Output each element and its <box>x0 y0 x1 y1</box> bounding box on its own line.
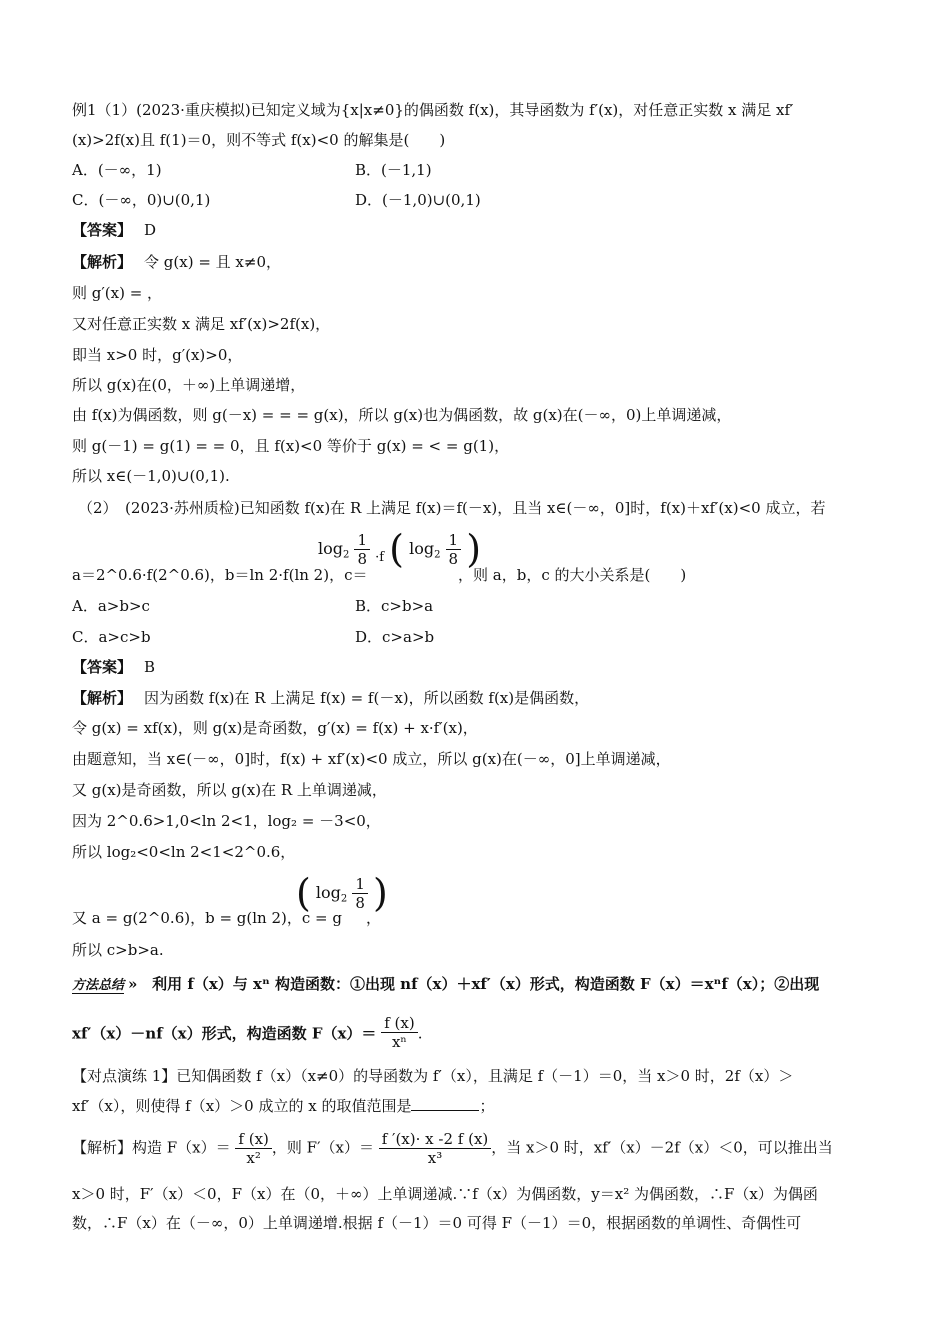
practice-line2: xf′（x），则使得 f（x）＞0 成立的 x 的取值范围是 ； <box>72 1097 495 1115</box>
analysis-line: 因为 2^0.6>1,0<ln 2<1，log₂ = －3<0， <box>72 812 381 830</box>
method-fraction: $\frac{f (x)}{\text{xⁿ}}$ <box>381 1014 417 1051</box>
analysis-line: 令 g(x) = xf(x)，则 g(x)是奇函数，g′(x) = f(x) + x·f′(x)， <box>72 719 478 737</box>
ex1-part2-line2-b: ，则 a，b，c 的大小关系是( ) <box>458 566 687 584</box>
method-summary-text: 利用 f（x）与 xⁿ 构造函数：①出现 nf（x）＋xf′（x）形式，构造函数 F（x）＝xⁿf（x）；②出现 <box>152 975 820 993</box>
solution-fraction-1: $\frac{f (x)}{\text{x²}}$ <box>235 1130 271 1167</box>
c-expression: $\log_2$ $\frac{1}{8}$ ·f ( $\log_2$ $\frac{1}{8}$ ) <box>318 527 482 571</box>
option-b-1: B．(－1,1) <box>355 161 432 179</box>
g-log-expression: ( $\log_2$ $\frac{1}{8}$ ) <box>296 871 388 915</box>
option-a-2: A．a>b>c <box>72 597 150 615</box>
analysis-line: 则 g′(x) = ， <box>72 284 163 302</box>
practice-solution-line: 【解析】构造 F（x）＝ $\frac{f (x)}{\text{x²}}$ ，则 F′（x）＝ $\frac{f '(x)\cdot x -2 f (x)}{\text{x³}}$ ，当 x＞0 时，xf′（x）－2f（x）＜0，可以推出当 <box>72 1130 833 1167</box>
method-summary-line1: 方法总结 » 利用 f（x）与 xⁿ 构造函数：①出现 nf（x）＋xf′（x）形式，构造函数 F（x）＝xⁿf（x）；②出现 <box>72 975 820 993</box>
analysis-line: 由题意知，当 x∈(－∞，0]时，f(x) + xf′(x)<0 成立，所以 g(x)在(－∞，0]上单调递减， <box>72 750 671 768</box>
answer-row-1 <box>72 220 880 240</box>
analysis-line: 令 g(x) = 且 x≠0， <box>144 253 281 271</box>
analysis-row-1 <box>72 252 880 272</box>
ex1-part2-line1: （2） (2023·苏州质检)已知函数 f(x)在 R 上满足 f(x)＝f(－x)，且当 x∈(－∞，0]时，f(x)＋xf′(x)<0 成立，若 <box>78 499 826 517</box>
analysis-line: 因为函数 f(x)在 R 上满足 f(x) = f(－x)，所以函数 f(x)是偶函数， <box>144 689 590 707</box>
ex1-part2-line2-a: a＝2^0.6·f(2^0.6)，b＝ln 2·f(ln 2)，c＝ <box>72 566 368 584</box>
analysis-line: 又 g(x)是奇函数，所以 g(x)在 R 上单调递减， <box>72 781 387 799</box>
practice-line1: 【对点演练 1】已知偶函数 f（x）（x≠0）的导函数为 f′（x），且满足 f（－1）＝0，当 x＞0 时，2f（x）＞ <box>72 1067 794 1085</box>
option-b-2: B．c>b>a <box>355 597 434 615</box>
analysis-g-line: 又 a = g(2^0.6)，b = g(ln 2)，c = g <box>72 909 342 927</box>
analysis-g-tail: ， <box>366 909 382 927</box>
answer-row-2 <box>72 657 880 677</box>
answer-label: 【答案】 <box>72 221 133 239</box>
option-d-1: D．(－1,0)∪(0,1) <box>355 191 481 209</box>
analysis-line: 即当 x>0 时，g′(x)>0， <box>72 346 243 364</box>
answer-label: 【答案】 <box>72 658 133 676</box>
analysis-label: 【解析】 <box>72 253 133 271</box>
answer-value: D <box>144 221 157 239</box>
analysis-label: 【解析】 <box>72 689 133 707</box>
answer-value: B <box>144 658 156 676</box>
practice-line4: x＞0 时，F′（x）＜0，F（x）在（0，＋∞）上单调递减.∵f（x）为偶函数，y＝x² 为偶函数，∴F（x）为偶函 <box>72 1185 818 1203</box>
analysis-line: 所以 g(x)在(0，＋∞)上单调递增， <box>72 376 306 394</box>
method-summary-label: 方法总结 <box>72 978 125 993</box>
answer-blank <box>411 1096 479 1111</box>
option-c-2: C．a>c>b <box>72 628 151 646</box>
method-summary-line2: xf′（x）－nf（x）形式，构造函数 F（x）＝ $\frac{f (x)}{\text{xⁿ}}$ . <box>72 1014 423 1051</box>
option-a-1: A．(－∞，1) <box>72 161 162 179</box>
analysis-line: 由 f(x)为偶函数，则 g(－x) = = = g(x)，所以 g(x)也为偶函数，故 g(x)在(－∞，0)上单调递减， <box>72 406 732 424</box>
option-c-1: C．(－∞，0)∪(0,1) <box>72 191 211 209</box>
analysis-line: 所以 log₂<0<ln 2<1<2^0.6， <box>72 843 296 861</box>
analysis-line: 又对任意正实数 x 满足 xf′(x)>2f(x)， <box>72 315 331 333</box>
analysis-line: 所以 x∈(－1,0)∪(0,1). <box>72 467 230 485</box>
practice-line5: 数，∴F（x）在（－∞，0）上单调递增.根据 f（－1）＝0 可得 F（－1）＝0，根据函数的单调性、奇偶性可 <box>72 1214 802 1232</box>
ex1-part1-line2: (x)>2f(x)且 f(1)＝0，则不等式 f(x)<0 的解集是( ) <box>72 131 446 149</box>
analysis-line: 所以 c>b>a. <box>72 941 164 959</box>
option-d-2: D．c>a>b <box>355 628 435 646</box>
ex1-part1-line1: 例1（1）(2023·重庆模拟)已知定义域为{x|x≠0}的偶函数 f(x)，其导函数为 f′(x)，对任意正实数 x 满足 xf′ <box>72 101 794 119</box>
analysis-line: 则 g(－1) = g(1) = = 0，且 f(x)<0 等价于 g(x) = < = g(1)， <box>72 437 510 455</box>
solution-fraction-2: $\frac{f '(x)\cdot x -2 f (x)}{\text{x³}}$ <box>379 1130 492 1167</box>
analysis-row-2 <box>72 688 880 708</box>
